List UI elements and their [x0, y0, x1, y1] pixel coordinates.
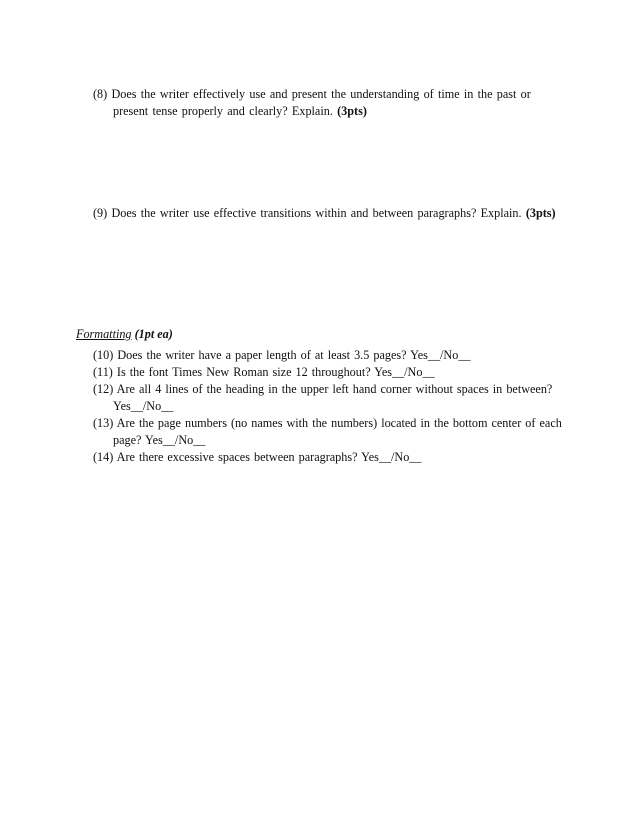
- formatting-heading: [76, 326, 173, 343]
- question-8-line-1: (8) Does the writer effectively use and present the understanding of time in the past or: [93, 87, 531, 101]
- formatting-checklist: [93, 347, 563, 466]
- formatting-item-11: [93, 364, 563, 381]
- question-8: [93, 86, 563, 120]
- formatting-heading-label: Formatting: [76, 327, 132, 341]
- question-9: [93, 205, 573, 222]
- formatting-item-13-answer: page? Yes__/No__: [113, 433, 206, 447]
- formatting-heading-points: (1pt ea): [131, 327, 173, 341]
- question-8-line-2-text: present tense properly and clearly? Explain.: [113, 104, 338, 118]
- formatting-item-13-text: (13) Are the page numbers (no names with the numbers) located in the bottom center of each: [93, 416, 562, 430]
- formatting-item-11-text: (11) Is the font Times New Roman size 12 throughout? Yes__/No__: [93, 365, 435, 379]
- question-8-points: (3pts): [337, 104, 367, 118]
- formatting-item-12-text: (12) Are all 4 lines of the heading in the upper left hand corner without spaces in between?: [93, 382, 553, 396]
- formatting-item-14-text: (14) Are there excessive spaces between paragraphs? Yes__/No__: [93, 450, 422, 464]
- question-9-line-1: (9) Does the writer use effective transitions within and between paragraphs? Explain.: [93, 206, 526, 220]
- formatting-item-14: [93, 449, 563, 466]
- formatting-item-10: [93, 347, 563, 364]
- question-9-points: (3pts): [525, 206, 556, 220]
- formatting-item-13: [93, 415, 563, 449]
- formatting-item-12: [93, 381, 563, 415]
- formatting-item-12-answer: Yes__/No__: [113, 399, 174, 413]
- formatting-item-10-text: (10) Does the writer have a paper length of at least 3.5 pages? Yes__/No__: [93, 348, 471, 362]
- question-8-line-2: [93, 103, 563, 120]
